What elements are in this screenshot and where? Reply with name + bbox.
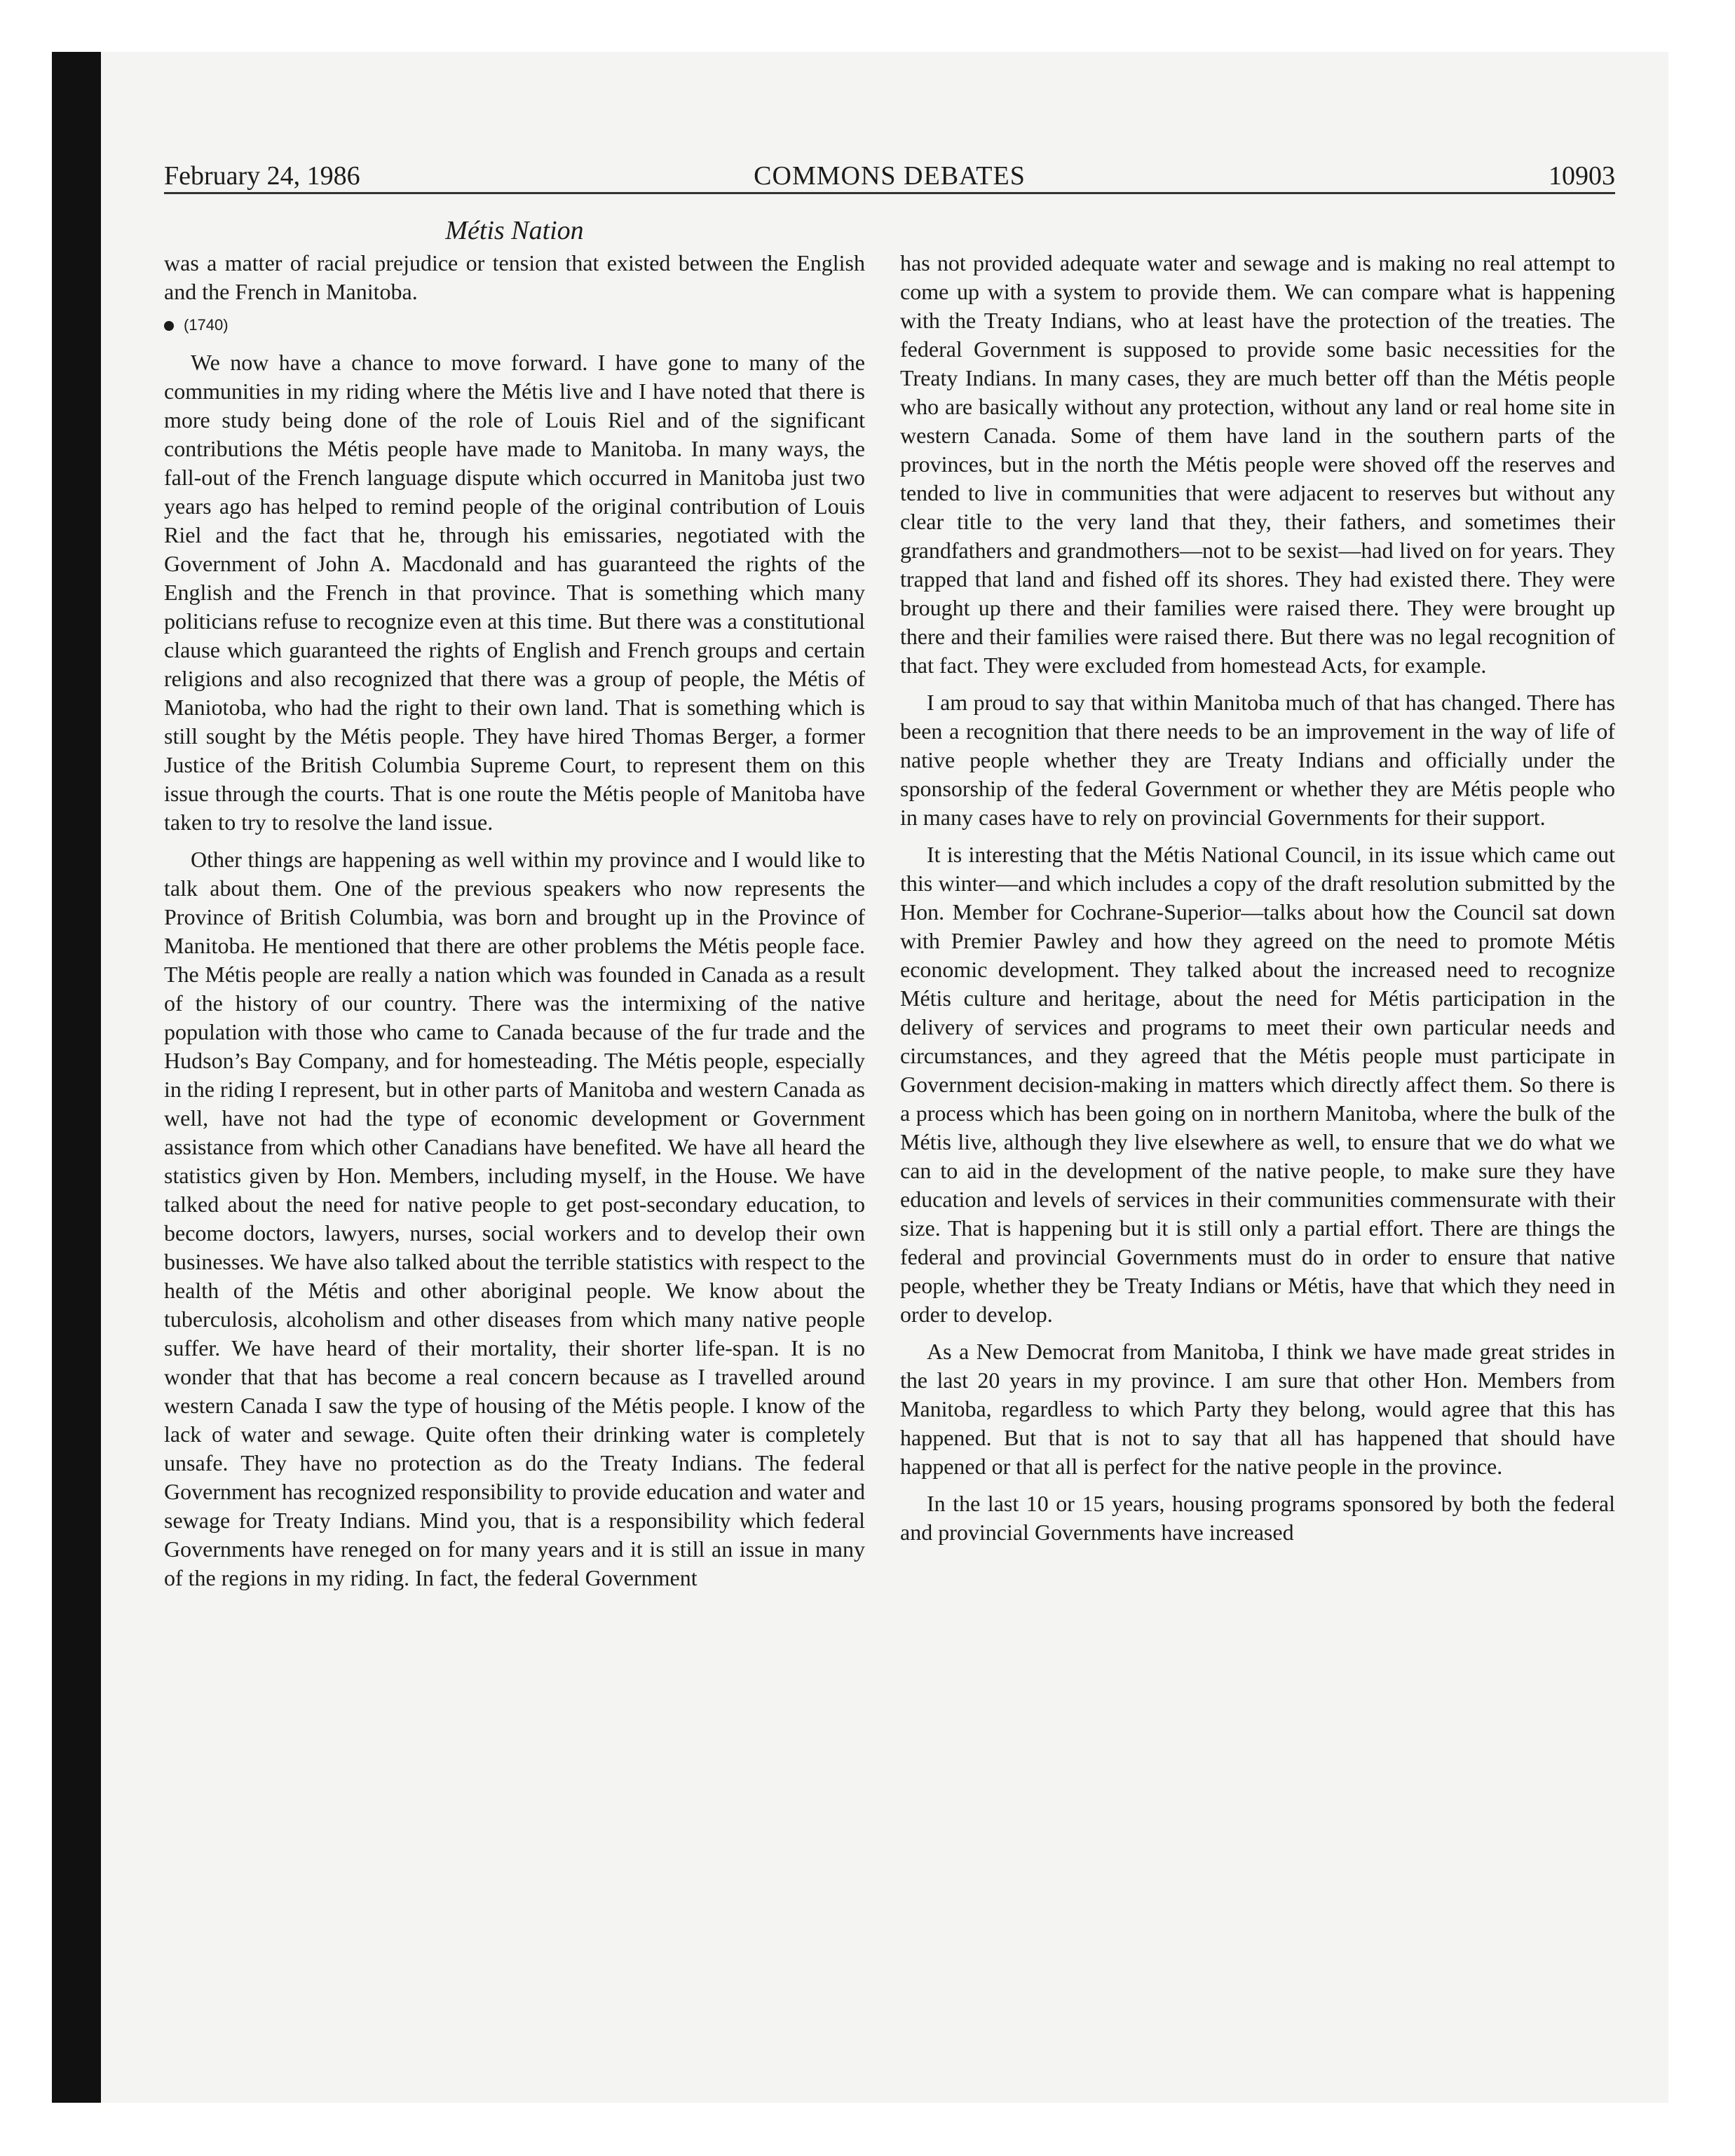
time-marker <box>164 315 865 336</box>
paragraph: I am proud to say that within Manitoba much of that has changed. There has been a recognition that there needs to be an improvement in the way of life of native people whether they are Treaty Indians and officially under the sponsorship of the federal Government or whether they are Métis people who in many cases have to rely on provincial Governments for their support. <box>900 690 1615 830</box>
page-number: 10903 <box>1549 161 1615 191</box>
publication-title: COMMONS DEBATES <box>754 161 1026 191</box>
left-column <box>164 249 865 1601</box>
section-title: Métis Nation <box>445 216 584 245</box>
paragraph: It is interesting that the Métis National Council, in its issue which came out this winter—and which includes a copy of the draft resolution submitted by the Hon. Member for Cochrane-Superior—talks about how the Council sat down with Premier Pawley and how they agreed on the need to promote Métis economic development. They talked about the increased need to recognize Métis culture and heritage, about the need for Métis participation in the delivery of services and programs to meet their own particular needs and circumstances, and they agreed that the Métis people must participate in Government decision-making in matters which directly affect them. So there is a process which has been going on in northern Manitoba, where the bulk of the Métis live, although they live elsewhere as well, to ensure that we do what we can to aid in the development of the native people, to make sure they have education and levels of services in their communities commensurate with their size. That is happening but it is still only a partial effort. There are things the federal and provincial Governments must do in order to ensure that native people, whether they be Treaty Indians or Métis, have that which they need in order to develop. <box>900 842 1615 1327</box>
paragraph: was a matter of racial prejudice or tension that existed between the English and the French in Manitoba. <box>164 250 865 304</box>
paragraph: Other things are happening as well within my province and I would like to talk about them. One of the previous speakers who now represents the Province of British Columbia, was born and brought up in the Province of Manitoba. He mentioned that there are other problems the Métis people face. The Métis people are really a nation which was founded in Canada as a result of the history of our country. There was the intermixing of the native population with those who came to Canada because of the fur trade and the Hudson’s Bay Company, and for homesteading. The Métis people, especially in the riding I represent, but in other parts of Manitoba and western Canada as well, have not had the type of economic development or Government assistance from which other Canadians have benefited. We have all heard the statistics given by Hon. Members, including myself, in the House. We have talked about the need for native people to get post-secondary education, to become doctors, lawyers, nurses, social workers and to develop their own businesses. We have also talked about the terrible statistics with respect to the health of the Métis and other aboriginal people. We know about the tuberculosis, alcoholism and other diseases from which many native people suffer. We have heard of their mortality, their shorter life-span. It is no wonder that that has become a real concern because as I travelled around western Canada I saw the type of housing of the Métis people. I know of the lack of water and sewage. Quite often their drinking water is completely unsafe. They have no protection as do the Treaty Indians. The federal Government has recognized responsibility to provide education and water and sewage for Treaty Indians. Mind you, that is a responsibility which federal Governments have reneged on for many years and it is still an issue in many of the regions in my riding. In fact, the federal Government <box>164 847 865 1590</box>
bullet-icon <box>164 321 174 331</box>
paragraph: As a New Democrat from Manitoba, I think we have made great strides in the last 20 years in my province. I am sure that other Hon. Members from Manitoba, regardless to which Party they belong, would agree that this has happened. But that is not to say that all has happened that should have happened or that all is perfect for the native people in the province. <box>900 1339 1615 1479</box>
paragraph: In the last 10 or 15 years, housing programs sponsored by both the federal and provincial Governments have increased <box>900 1491 1615 1545</box>
right-column <box>900 249 1615 1555</box>
time-marker-text: (1740) <box>184 316 229 334</box>
paragraph: We now have a chance to move forward. I have gone to many of the communities in my riding where the Métis live and I have noted that there is more study being done of the role of Louis Riel and of the significant contributions the Métis people have made to Manitoba. In many ways, the fall-out of the French language dispute which occurred in Manitoba just two years ago has helped to remind people of the original contribution of Louis Riel and the fact that he, through his emissaries, negotiated with the Government of John A. Macdonald and has guaranteed the rights of the English and the French in that province. That is something which many politicians refuse to recognize even at this time. But there was a constitutional clause which guaranteed the rights of English and French groups and certain religions and also recognized that there was a group of people, the Métis of Maniotoba, who had the right to their own land. That is something which is still sought by the Métis people. They have hired Thomas Berger, a former Justice of the British Columbia Supreme Court, to represent them on this issue through the courts. That is one route the Métis people of Manitoba have taken to try to resolve the land issue. <box>164 350 865 835</box>
paragraph: has not provided adequate water and sewage and is making no real attempt to come up with a system to provide them. We can compare what is happening with the Treaty Indians, who at least have the protection of the treaties. The federal Government is supposed to provide some basic necessities for the Treaty Indians. In many cases, they are much better off than the Métis people who are basically without any protection, without any land or real home site in western Canada. Some of them have land in the southern parts of the provinces, but in the north the Métis people were shoved off the reserves and tended to live in communities that were adjacent to reserves but without any clear title to the very land that they, their fathers, and sometimes their grandfathers and grandmothers—not to be sexist—had lived on for years. They trapped that land and fished off its shores. They had existed there. They were brought up there and their families were raised there. They were brought up there and their families were raised there. But there was no legal recognition of that fact. They were excluded from homestead Acts, for example. <box>900 250 1615 678</box>
running-header <box>164 160 1615 194</box>
header-date: February 24, 1986 <box>164 161 360 191</box>
binding-edge <box>52 52 101 2103</box>
